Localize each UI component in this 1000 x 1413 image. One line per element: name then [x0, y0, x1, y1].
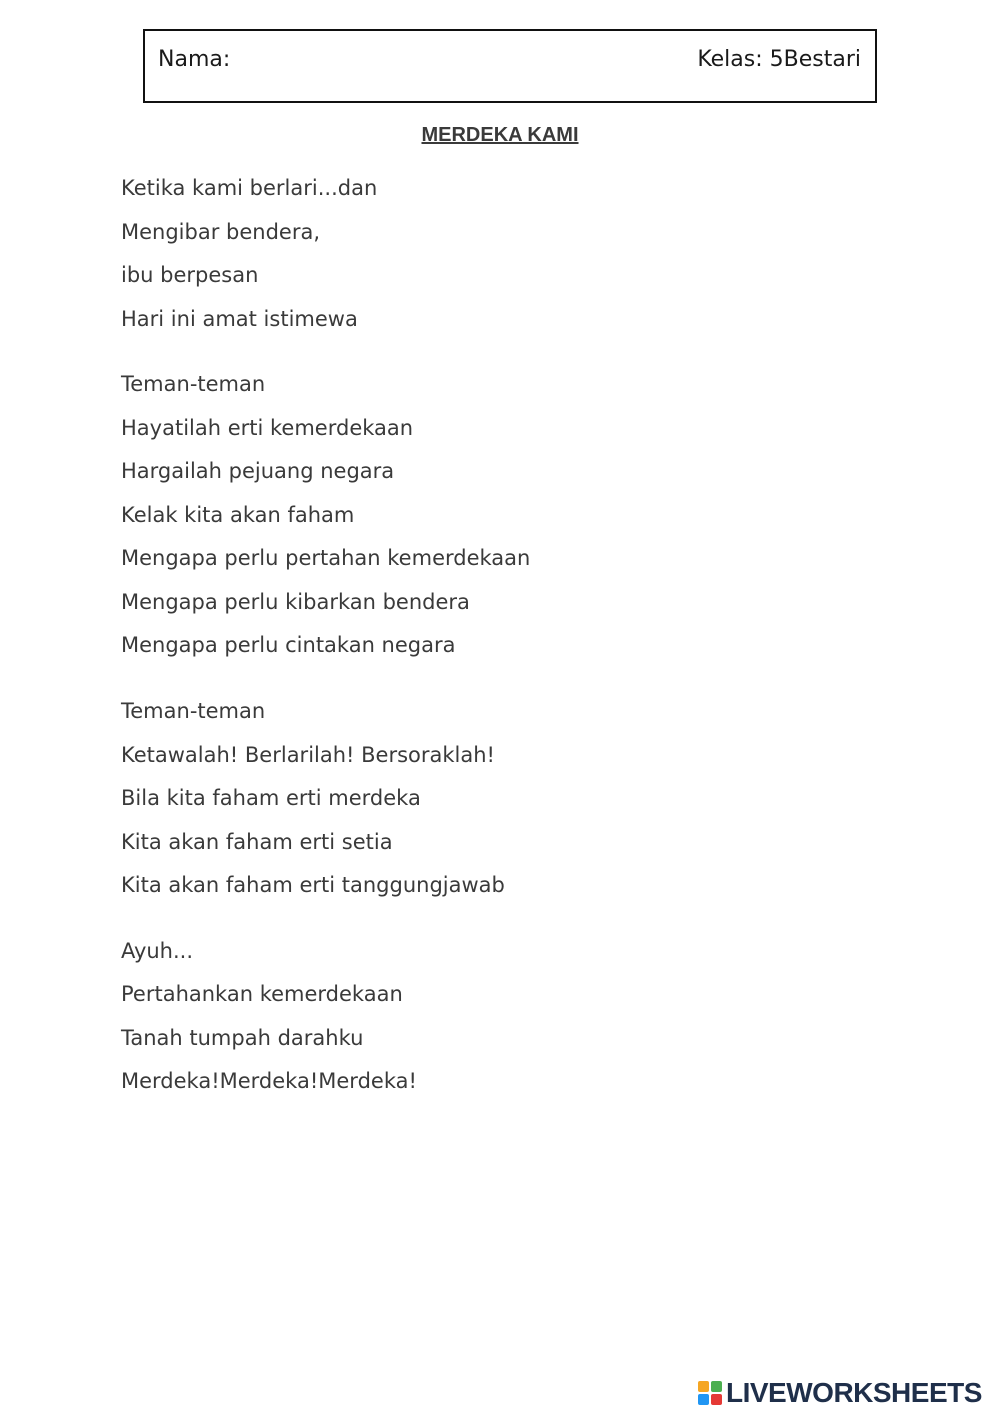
poem-line: Kita akan faham erti tanggungjawab: [121, 873, 505, 897]
poem-line: Hayatilah erti kemerdekaan: [121, 416, 414, 440]
poem-line: Hari ini amat istimewa: [121, 307, 358, 331]
poem-line: Mengapa perlu pertahan kemerdekaan: [121, 546, 531, 570]
liveworksheets-logo: [698, 1378, 982, 1408]
poem-line: ibu berpesan: [121, 263, 259, 287]
poem-line: Tanah tumpah darahku: [121, 1026, 364, 1050]
poem-line: Teman-teman: [121, 372, 266, 396]
poem-line: Merdeka!Merdeka!Merdeka!: [121, 1069, 417, 1093]
logo-square-2: [711, 1381, 722, 1392]
logo-square-1: [698, 1381, 709, 1392]
poem-line: Ketika kami berlari...dan: [121, 176, 378, 200]
poem-line: Hargailah pejuang negara: [121, 459, 395, 483]
name-label: Nama:: [158, 47, 231, 72]
poem-line: Kita akan faham erti setia: [121, 830, 393, 854]
poem-line: Ketawalah! Berlarilah! Bersoraklah!: [121, 743, 495, 767]
logo-icon: [698, 1381, 722, 1405]
poem-line: Ayuh...: [121, 939, 194, 963]
logo-text: LIVEWORKSHEETS: [726, 1377, 982, 1408]
logo-square-4: [711, 1394, 722, 1405]
poem-line: Bila kita faham erti merdeka: [121, 786, 421, 810]
logo-square-3: [698, 1394, 709, 1405]
student-info-box: [143, 29, 877, 103]
poem-line: Mengapa perlu cintakan negara: [121, 633, 456, 657]
poem-line: Mengibar bendera,: [121, 220, 321, 244]
poem-line: Teman-teman: [121, 699, 266, 723]
class-label: Kelas: 5Bestari: [697, 47, 861, 72]
poem-line: Kelak kita akan faham: [121, 503, 355, 527]
poem-line: Mengapa perlu kibarkan bendera: [121, 590, 470, 614]
poem-line: Pertahankan kemerdekaan: [121, 982, 403, 1006]
poem-title: MERDEKA KAMI: [421, 124, 579, 146]
